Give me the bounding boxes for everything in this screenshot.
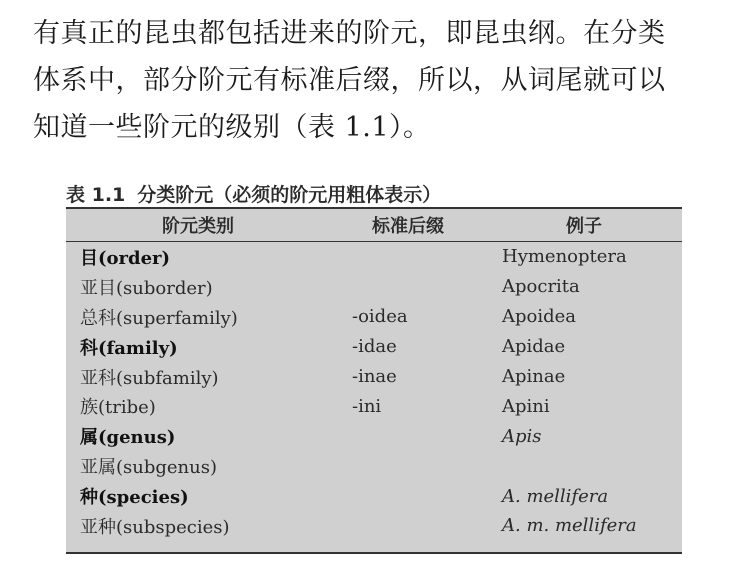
table-row bbox=[66, 451, 682, 481]
example-cell: Apis bbox=[502, 425, 542, 447]
rank-cell: 亚科(subfamily) bbox=[80, 367, 219, 389]
table-row bbox=[66, 302, 682, 332]
suffix-cell: -idae bbox=[352, 336, 397, 358]
taxonomy-table bbox=[66, 207, 682, 554]
table-header-row bbox=[66, 209, 682, 242]
table-row bbox=[66, 421, 682, 451]
example-cell: Apini bbox=[502, 395, 550, 417]
table-caption-number: 表 1.1 bbox=[66, 184, 126, 206]
example-cell: A. m. mellifera bbox=[502, 515, 637, 537]
rank-cell: 总科(superfamily) bbox=[80, 307, 238, 329]
rank-cell: 族(tribe) bbox=[80, 397, 156, 419]
suffix-cell: -oidea bbox=[352, 306, 408, 328]
example-cell: Hymenoptera bbox=[502, 246, 627, 268]
rank-cell: 目(order) bbox=[80, 247, 171, 269]
suffix-cell bbox=[330, 511, 486, 541]
header-rank: 阶元类别 bbox=[66, 209, 330, 242]
paragraph-line: 体系中，部分阶元有标准后缀，所以，从词尾就可以 bbox=[33, 65, 666, 96]
suffix-cell bbox=[330, 242, 486, 272]
suffix-cell: -ini bbox=[352, 395, 382, 417]
rank-cell: 属(genus) bbox=[80, 427, 176, 449]
rank-cell: 种(species) bbox=[80, 487, 189, 509]
body-paragraph bbox=[33, 10, 733, 151]
table-body bbox=[66, 242, 682, 541]
example-cell: Apoidea bbox=[502, 306, 577, 328]
rank-cell: 亚种(subspecies) bbox=[80, 516, 230, 538]
rank-cell: 亚目(suborder) bbox=[80, 277, 213, 299]
header-example: 例子 bbox=[486, 209, 682, 242]
suffix-cell bbox=[330, 272, 486, 302]
table-row bbox=[66, 332, 682, 362]
example-cell bbox=[486, 451, 682, 481]
rank-cell: 亚属(subgenus) bbox=[80, 457, 217, 479]
table-row bbox=[66, 242, 682, 272]
table-row bbox=[66, 272, 682, 302]
example-cell: Apocrita bbox=[502, 276, 580, 298]
rank-cell: 科(family) bbox=[80, 337, 178, 359]
paragraph-line: 有真正的昆虫都包括进来的阶元，即昆虫纲。在分类 bbox=[33, 18, 666, 49]
table-row bbox=[66, 362, 682, 392]
paragraph-line: 知道一些阶元的级别（表 1.1）。 bbox=[33, 112, 431, 143]
example-cell: Apidae bbox=[502, 336, 566, 358]
table-caption-title: 分类阶元（必须的阶元用粗体表示） bbox=[137, 184, 442, 206]
suffix-cell: -inae bbox=[352, 366, 397, 387]
header-suffix: 标准后缀 bbox=[330, 209, 486, 242]
example-cell: Apinae bbox=[502, 366, 566, 387]
table-row bbox=[66, 391, 682, 421]
suffix-cell bbox=[330, 421, 486, 451]
example-cell: A. mellifera bbox=[502, 485, 609, 507]
table-caption bbox=[66, 180, 441, 207]
table-row bbox=[66, 481, 682, 511]
suffix-cell bbox=[330, 451, 486, 481]
taxonomy-table-grid bbox=[66, 209, 682, 541]
table-row bbox=[66, 511, 682, 541]
suffix-cell bbox=[330, 481, 486, 511]
